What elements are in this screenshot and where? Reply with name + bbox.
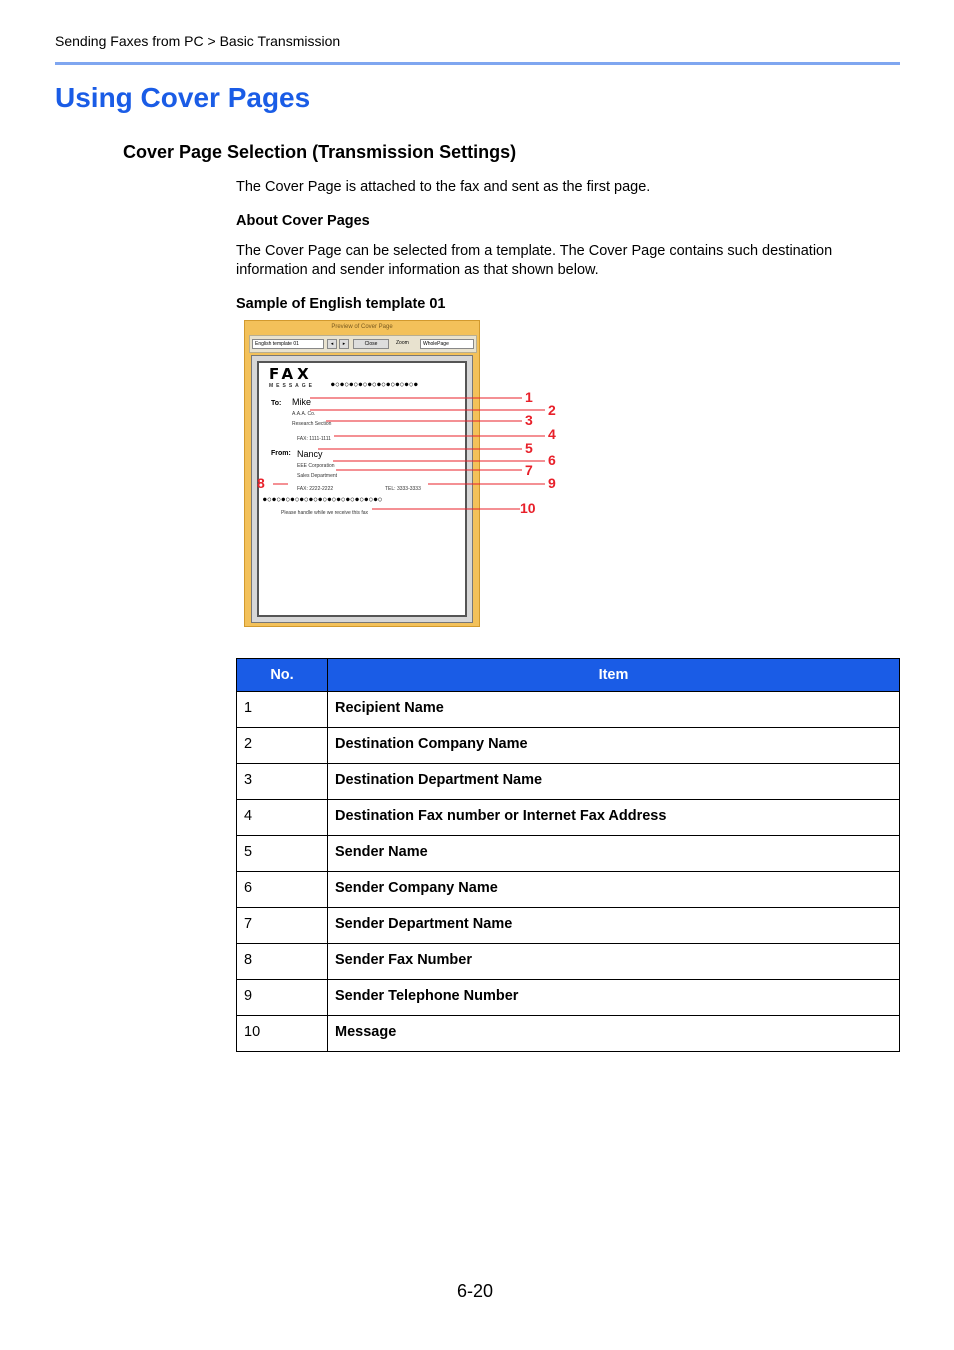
row-number: 6 [237, 872, 328, 908]
row-item: Message [328, 1016, 900, 1052]
zoom-select: WholePage [420, 339, 474, 349]
row-number: 8 [237, 944, 328, 980]
prev-icon: ◂ [327, 339, 337, 349]
callout-7: 7 [525, 462, 533, 478]
sender-fax: FAX: 2222-2222 [297, 486, 334, 492]
sample-heading: Sample of English template 01 [236, 296, 446, 312]
row-number: 9 [237, 980, 328, 1016]
recipient-name: Mike [292, 397, 312, 407]
row-number: 5 [237, 836, 328, 872]
row-item: Sender Fax Number [328, 944, 900, 980]
callout-2: 2 [548, 402, 556, 418]
table-row [237, 872, 900, 908]
cover-page-items-table [236, 658, 900, 1052]
recipient-department: Research Section [292, 421, 332, 427]
row-item: Sender Name [328, 836, 900, 872]
table-row [237, 944, 900, 980]
table-row [237, 728, 900, 764]
section-heading: Cover Page Selection (Transmission Settings) [123, 142, 517, 162]
header-item: Item [328, 659, 900, 692]
callout-8: 8 [257, 475, 265, 491]
callout-4: 4 [548, 426, 556, 442]
message-word: MESSAGE [269, 383, 316, 389]
table-row [237, 764, 900, 800]
close-button: Close [353, 339, 389, 349]
sender-name: Nancy [297, 449, 323, 459]
table-row [237, 836, 900, 872]
callout-3: 3 [525, 412, 533, 428]
message-text: Please handle while we receive this fax [281, 510, 368, 516]
callout-1: 1 [525, 389, 533, 405]
row-item: Sender Company Name [328, 872, 900, 908]
breadcrumb: Sending Faxes from PC > Basic Transmission [55, 33, 341, 49]
template-select: English template 01 [252, 339, 324, 349]
from-label: From: [271, 450, 291, 457]
dotted-divider-bottom: ●○●○●○●○●○●○●○●○●○●○●○●○●○ [263, 496, 383, 503]
row-item: Sender Department Name [328, 908, 900, 944]
row-item: Destination Department Name [328, 764, 900, 800]
callout-10: 10 [520, 500, 536, 516]
about-heading: About Cover Pages [236, 213, 370, 229]
header-no: No. [237, 659, 328, 692]
callout-5: 5 [525, 440, 533, 456]
row-item: Recipient Name [328, 692, 900, 728]
about-text: The Cover Page can be selected from a template. The Cover Page contains such destination information and sender information as that shown below. [236, 243, 833, 278]
row-number: 4 [237, 800, 328, 836]
sender-department: Sales Department [297, 473, 338, 479]
table-row [237, 908, 900, 944]
to-label: To: [271, 400, 282, 407]
recipient-company: A.A.A. Co. [292, 411, 316, 417]
row-number: 10 [237, 1016, 328, 1052]
sender-tel: TEL: 3333-3333 [385, 486, 421, 492]
table-row [237, 800, 900, 836]
page-number: 6-20 [457, 1281, 494, 1301]
row-number: 2 [237, 728, 328, 764]
table-row [237, 980, 900, 1016]
recipient-fax: FAX: 1111-1111 [297, 436, 331, 442]
row-number: 3 [237, 764, 328, 800]
fax-word: FAX [269, 365, 313, 383]
row-number: 7 [237, 908, 328, 944]
cover-page-sample-screenshot [244, 320, 480, 627]
row-item: Sender Telephone Number [328, 980, 900, 1016]
page-title: Using Cover Pages [55, 82, 311, 113]
sample-toolbar [249, 335, 477, 353]
row-item: Destination Company Name [328, 728, 900, 764]
intro-text: The Cover Page is attached to the fax and sent as the first page. [236, 179, 651, 195]
sample-window-title: Preview of Cover Page [331, 324, 393, 330]
table-row [237, 1016, 900, 1052]
next-icon: ▸ [339, 339, 349, 349]
dotted-divider-top: ●○●○●○●○●○●○●○●○●○● [331, 381, 419, 388]
row-item: Destination Fax number or Internet Fax Address [328, 800, 900, 836]
paper-frame [251, 355, 473, 623]
table-header-row [237, 659, 900, 692]
cover-page-paper [257, 361, 467, 617]
callout-6: 6 [548, 452, 556, 468]
callout-9: 9 [548, 475, 556, 491]
header-rule [55, 62, 900, 65]
row-number: 1 [237, 692, 328, 728]
sender-company: EEE Corporation [297, 463, 335, 469]
zoom-label: Zoom [396, 340, 409, 346]
table-row [237, 692, 900, 728]
